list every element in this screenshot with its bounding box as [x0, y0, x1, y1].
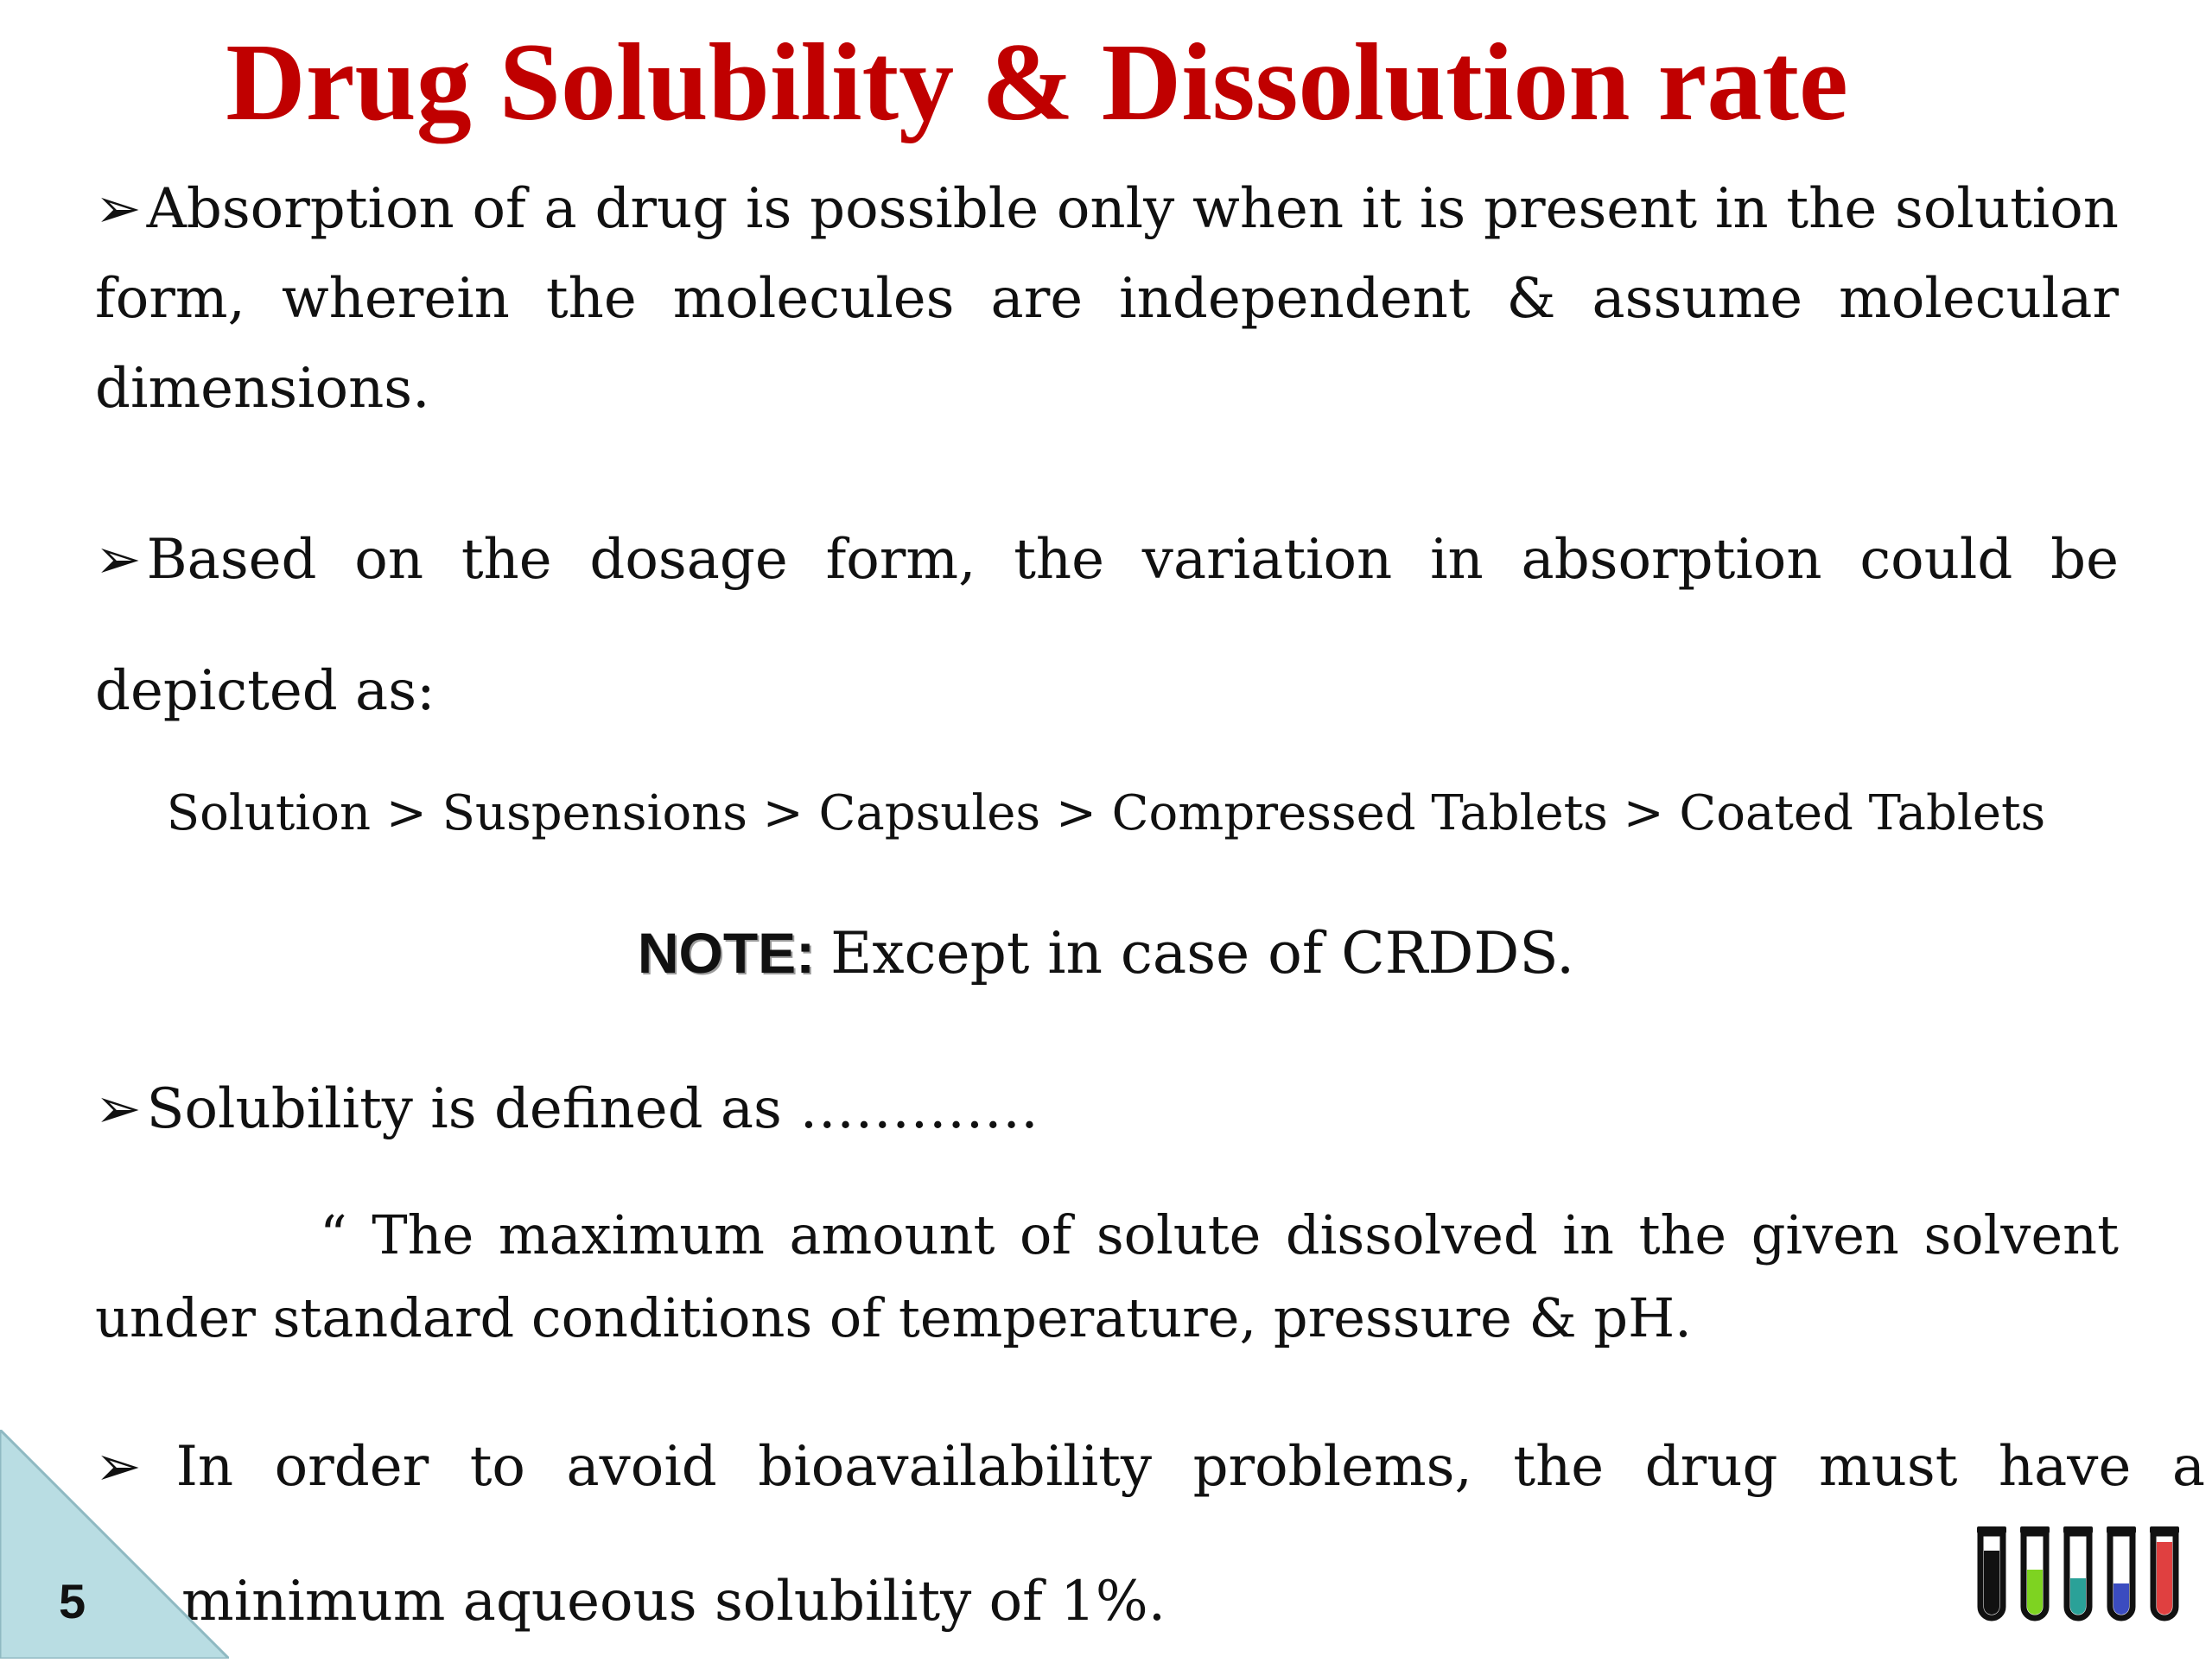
bullet-paragraph-absorption	[95, 164, 2119, 434]
arrow-bullet-icon: ➢	[95, 1077, 142, 1141]
bullet-paragraph-dosage-form	[95, 494, 2119, 757]
dosage-order-line: Solution > Suspensions > Capsules > Compressed Tablets > Coated Tablets	[166, 785, 2046, 841]
test-tube-1	[1977, 1526, 2006, 1618]
test-tube-4	[2107, 1526, 2136, 1618]
arrow-bullet-icon: ➢	[95, 1435, 142, 1499]
paragraph-text: Solubility is defined as ………….	[146, 1077, 1039, 1141]
note-line	[0, 914, 2212, 993]
arrow-bullet-icon: ➢	[95, 528, 142, 592]
test-tube-5	[2150, 1526, 2179, 1618]
test-tube-2	[2020, 1526, 2050, 1618]
test-tubes-icon	[1974, 1525, 2186, 1624]
note-label: NOTE:	[637, 921, 816, 985]
triangle-corner-icon	[0, 1430, 229, 1659]
note-text: Except in case of CRDDS.	[830, 920, 1575, 987]
bullet-paragraph-bioavailability	[95, 1399, 2205, 1669]
paragraph-text: Absorption of a drug is possible only when it is present in the solution form, wherein the molecules are independent & assume molecular dimensions.	[95, 177, 2119, 421]
slide-title: Drug Solubility & Dissolution rate	[226, 21, 1848, 143]
paragraph-text: In order to avoid bioavailability problems, the drug must have a minimum aqueous solubility of 1%.	[175, 1435, 2205, 1634]
page-number: 5	[59, 1574, 86, 1628]
test-tube-3	[2063, 1526, 2093, 1618]
paragraph-text: Based on the dosage form, the variation in absorption could be depicted as:	[95, 528, 2119, 723]
bullet-paragraph-solubility	[95, 1064, 2119, 1154]
solubility-definition: “ The maximum amount of solute dissolved in the given solvent under standard conditions of temperature, pressure & pH.	[95, 1203, 2119, 1349]
arrow-bullet-icon: ➢	[95, 177, 142, 241]
